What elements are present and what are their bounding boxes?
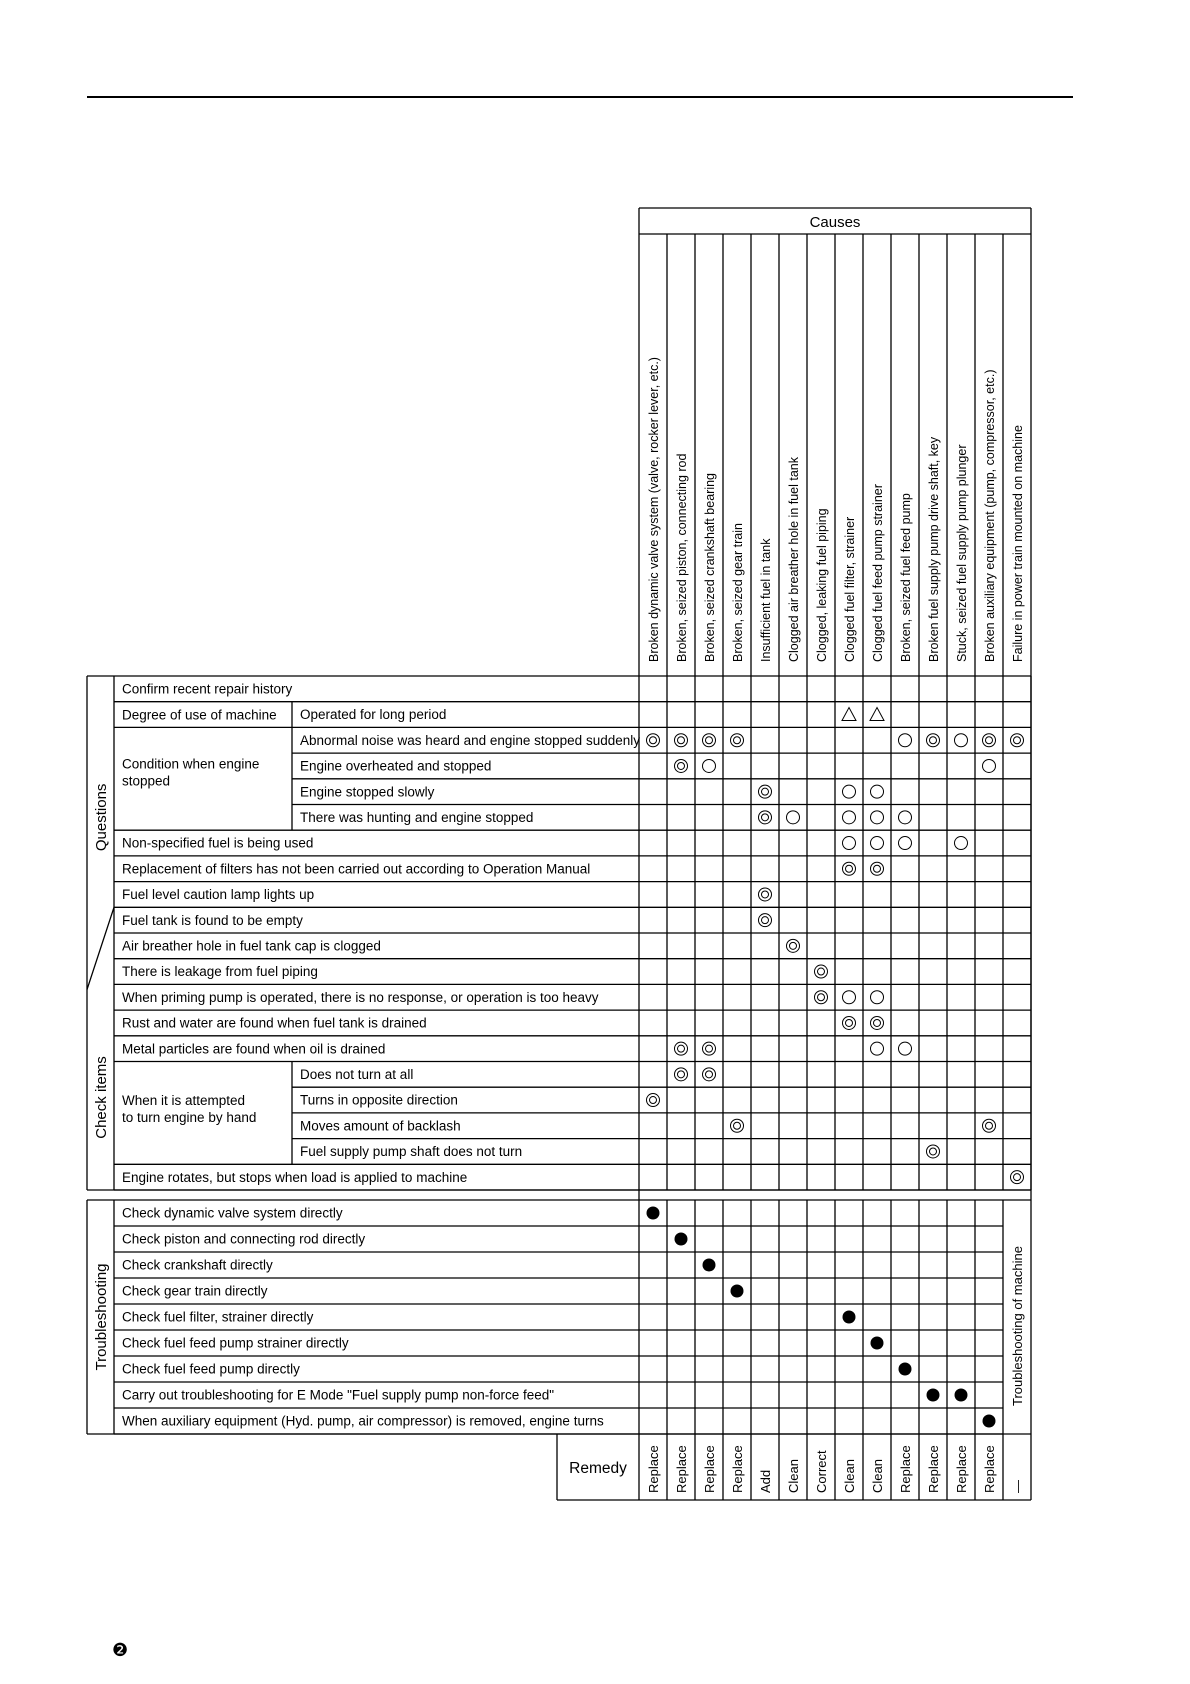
double-circle-mark-inner — [650, 1097, 657, 1104]
double-circle-mark-inner — [790, 942, 797, 949]
circle-mark — [787, 811, 800, 824]
circle-mark — [843, 991, 856, 1004]
check-item-label: Replacement of filters has not been carried out according to Operation Manual — [122, 861, 591, 877]
remedy-value: Replace — [730, 1445, 745, 1493]
double-circle-mark — [983, 734, 996, 747]
double-circle-mark-inner — [986, 737, 993, 744]
check-item-label: There was hunting and engine stopped — [300, 809, 534, 825]
section-label-troubleshooting: Troubleshooting — [93, 1263, 110, 1371]
double-circle-mark-inner — [986, 1122, 993, 1129]
remedy-label: Remedy — [569, 1460, 627, 1477]
double-circle-mark-inner — [678, 762, 685, 769]
cause-column-label: Broken dynamic valve system (valve, rocker lever, etc.) — [647, 357, 661, 662]
check-item-label: Rust and water are found when fuel tank is drained — [122, 1015, 427, 1031]
cause-column-label: Failure in power train mounted on machine — [1011, 425, 1025, 662]
circle-mark — [843, 837, 856, 850]
group-label-degree-of-use: Degree of use of machine — [122, 707, 277, 723]
troubleshooting-item-label: Check fuel feed pump directly — [122, 1361, 300, 1377]
circle-mark — [899, 1042, 912, 1055]
double-circle-mark-inner — [734, 737, 741, 744]
double-circle-mark-inner — [1014, 1174, 1021, 1181]
filled-circle-mark — [927, 1389, 940, 1402]
check-item-label: Engine rotates, but stops when load is applied to machine — [122, 1169, 468, 1185]
circle-mark — [899, 837, 912, 850]
cause-column-label: Clogged fuel filter, strainer — [843, 516, 857, 662]
remedy-value: — — [1010, 1480, 1025, 1493]
causes-header-label: Causes — [809, 214, 861, 231]
double-circle-mark — [759, 888, 772, 901]
remedy-value: Replace — [702, 1445, 717, 1493]
double-circle-mark — [815, 991, 828, 1004]
filled-circle-mark — [731, 1285, 744, 1298]
circle-mark — [871, 785, 884, 798]
group-label-condition-stopped: Condition when engine — [122, 756, 260, 772]
check-item-label: Air breather hole in fuel tank cap is clogged — [122, 938, 381, 954]
check-item-label: Metal particles are found when oil is drained — [122, 1041, 386, 1057]
circle-mark — [843, 785, 856, 798]
double-circle-mark-inner — [818, 968, 825, 975]
troubleshooting-item-label: Check fuel feed pump strainer directly — [122, 1335, 349, 1351]
double-circle-mark — [731, 734, 744, 747]
double-circle-mark-inner — [706, 1045, 713, 1052]
grid-line — [87, 907, 114, 989]
remedy-value: Replace — [646, 1445, 661, 1493]
check-item-label: Fuel supply pump shaft does not turn — [300, 1144, 523, 1160]
double-circle-mark — [843, 1016, 856, 1029]
double-circle-mark — [759, 811, 772, 824]
troubleshooting-item-label: Carry out troubleshooting for E Mode "Fuel supply pump non-force feed" — [122, 1387, 555, 1403]
group-label-turn-by-hand: When it is attempted — [122, 1093, 246, 1109]
triangle-mark — [870, 708, 884, 721]
double-circle-mark-inner — [762, 891, 769, 898]
check-item-label: Does not turn at all — [300, 1066, 414, 1082]
cause-column-label: Clogged air breather hole in fuel tank — [787, 457, 801, 662]
filled-circle-mark — [899, 1363, 912, 1376]
cause-column-label: Clogged fuel feed pump strainer — [871, 484, 885, 662]
double-circle-mark — [731, 1119, 744, 1132]
double-circle-mark-inner — [650, 737, 657, 744]
machine-troubleshooting-label: Troubleshooting of machine — [1010, 1246, 1025, 1406]
check-item-label: Operated for long period — [300, 707, 447, 723]
double-circle-mark — [759, 785, 772, 798]
remedy-value: Replace — [674, 1445, 689, 1493]
check-item-label: Engine overheated and stopped — [300, 758, 492, 774]
cause-column-label: Broken fuel supply pump drive shaft, key — [927, 436, 941, 662]
cause-column-label: Insufficient fuel in tank — [759, 538, 773, 662]
double-circle-mark — [675, 734, 688, 747]
double-circle-mark — [703, 1042, 716, 1055]
double-circle-mark-inner — [734, 1122, 741, 1129]
double-circle-mark — [675, 1042, 688, 1055]
filled-circle-mark — [647, 1207, 660, 1220]
double-circle-mark-inner — [818, 994, 825, 1001]
filled-circle-mark — [703, 1259, 716, 1272]
double-circle-mark — [675, 1068, 688, 1081]
page-mark-symbol: ❷ — [112, 1640, 129, 1660]
double-circle-mark — [927, 734, 940, 747]
check-item-label: Fuel tank is found to be empty — [122, 912, 303, 928]
remedy-value: Clean — [842, 1459, 857, 1493]
check-item-label: When priming pump is operated, there is no response, or operation is too heavy — [122, 989, 599, 1005]
circle-mark — [871, 1042, 884, 1055]
troubleshooting-item-label: When auxiliary equipment (Hyd. pump, air compressor) is removed, engine turns — [122, 1413, 604, 1429]
triangle-mark — [842, 708, 856, 721]
cause-column-label: Broken, seized fuel feed pump — [899, 493, 913, 662]
double-circle-mark — [815, 965, 828, 978]
circle-mark — [703, 759, 716, 772]
double-circle-mark — [787, 939, 800, 952]
cause-column-label: Broken, seized crankshaft bearing — [703, 473, 717, 662]
double-circle-mark — [983, 1119, 996, 1132]
double-circle-mark-inner — [1014, 737, 1021, 744]
double-circle-mark-inner — [930, 737, 937, 744]
check-item-label: Engine stopped slowly — [300, 784, 435, 800]
check-item-label: Turns in opposite direction — [300, 1092, 458, 1108]
circle-mark — [899, 811, 912, 824]
circle-mark — [955, 734, 968, 747]
double-circle-mark — [647, 734, 660, 747]
cause-column-label: Stuck, seized fuel supply pump plunger — [955, 444, 969, 662]
double-circle-mark-inner — [706, 737, 713, 744]
double-circle-mark-inner — [678, 1045, 685, 1052]
circle-mark — [955, 837, 968, 850]
double-circle-mark — [1011, 1171, 1024, 1184]
circle-mark — [871, 837, 884, 850]
cause-column-label: Broken, seized piston, connecting rod — [675, 453, 689, 662]
remedy-value: Correct — [814, 1450, 829, 1493]
remedy-value: Replace — [898, 1445, 913, 1493]
double-circle-mark-inner — [706, 1071, 713, 1078]
double-circle-mark — [703, 1068, 716, 1081]
filled-circle-mark — [955, 1389, 968, 1402]
check-item-label: Moves amount of backlash — [300, 1118, 461, 1134]
double-circle-mark-inner — [762, 917, 769, 924]
troubleshooting-item-label: Check fuel filter, strainer directly — [122, 1309, 314, 1325]
circle-mark — [899, 734, 912, 747]
check-item-label: Non-specified fuel is being used — [122, 835, 314, 851]
double-circle-mark — [703, 734, 716, 747]
remedy-value: Replace — [954, 1445, 969, 1493]
double-circle-mark — [927, 1145, 940, 1158]
group-label-turn-by-hand: to turn engine by hand — [122, 1110, 257, 1126]
check-item-label: Confirm recent repair history — [122, 681, 293, 697]
check-item-label: Fuel level caution lamp lights up — [122, 887, 315, 903]
double-circle-mark — [1011, 734, 1024, 747]
troubleshooting-item-label: Check gear train directly — [122, 1283, 268, 1299]
double-circle-mark-inner — [846, 1019, 853, 1026]
remedy-value: Clean — [786, 1459, 801, 1493]
double-circle-mark-inner — [930, 1148, 937, 1155]
double-circle-mark-inner — [678, 737, 685, 744]
troubleshooting-item-label: Check dynamic valve system directly — [122, 1205, 343, 1221]
troubleshooting-item-label: Check crankshaft directly — [122, 1257, 273, 1273]
double-circle-mark — [871, 862, 884, 875]
double-circle-mark — [843, 862, 856, 875]
filled-circle-mark — [675, 1233, 688, 1246]
circle-mark — [871, 811, 884, 824]
double-circle-mark-inner — [874, 865, 881, 872]
check-item-label: There is leakage from fuel piping — [122, 964, 318, 980]
circle-mark — [871, 991, 884, 1004]
filled-circle-mark — [983, 1415, 996, 1428]
circle-mark — [983, 759, 996, 772]
double-circle-mark — [871, 1016, 884, 1029]
remedy-value: Clean — [870, 1459, 885, 1493]
double-circle-mark — [647, 1094, 660, 1107]
remedy-value: Replace — [926, 1445, 941, 1493]
group-label-condition-stopped: stopped — [122, 773, 171, 789]
double-circle-mark-inner — [846, 865, 853, 872]
check-item-label: Abnormal noise was heard and engine stopped suddenly — [300, 732, 640, 748]
filled-circle-mark — [871, 1337, 884, 1350]
troubleshooting-item-label: Check piston and connecting rod directly — [122, 1231, 366, 1247]
cause-column-label: Broken, seized gear train — [731, 523, 745, 662]
section-label-questions: Questions — [93, 783, 110, 852]
section-label-check-items: Check items — [93, 1056, 110, 1139]
double-circle-mark-inner — [762, 814, 769, 821]
double-circle-mark — [675, 759, 688, 772]
remedy-value: Replace — [982, 1445, 997, 1493]
double-circle-mark-inner — [678, 1071, 685, 1078]
remedy-value: Add — [758, 1469, 773, 1493]
double-circle-mark-inner — [762, 788, 769, 795]
double-circle-mark-inner — [874, 1019, 881, 1026]
circle-mark — [843, 811, 856, 824]
cause-column-label: Broken auxiliary equipment (pump, compressor, etc.) — [983, 369, 997, 662]
double-circle-mark — [759, 914, 772, 927]
filled-circle-mark — [843, 1311, 856, 1324]
cause-column-label: Clogged, leaking fuel piping — [815, 508, 829, 662]
